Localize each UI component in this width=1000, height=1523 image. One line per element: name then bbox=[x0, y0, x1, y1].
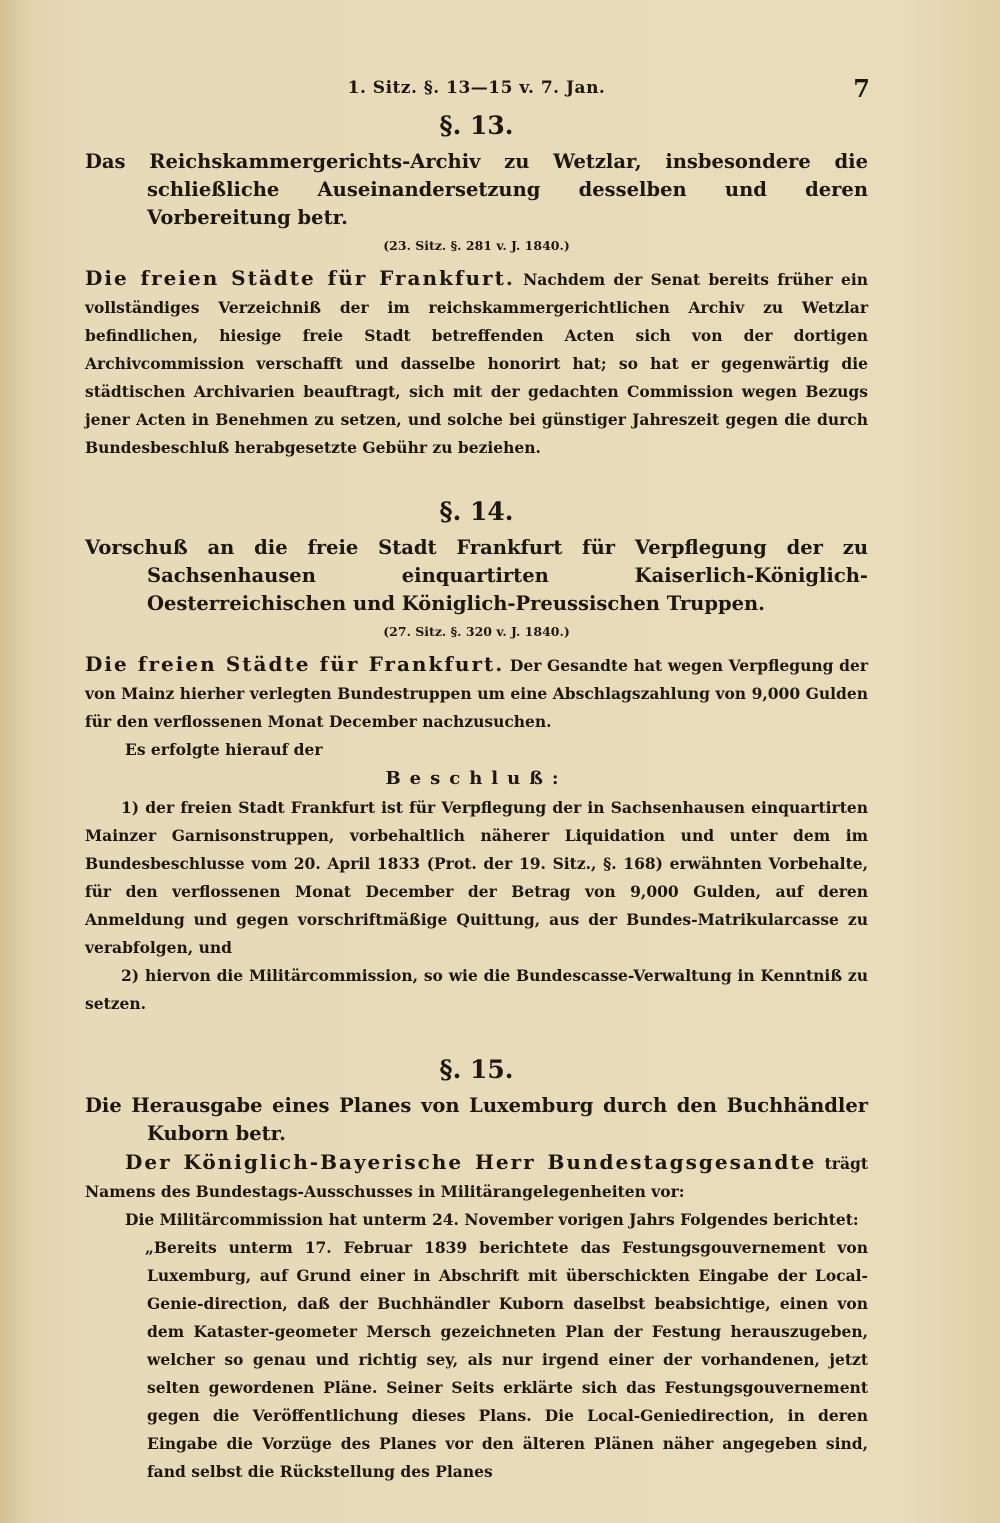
section-title: Das Reichskammergerichts-Archiv zu Wetzlar, insbesondere die schließliche Auseinandersetzung desselben und deren Vorbereitung betr. bbox=[85, 150, 868, 229]
page-number: 7 bbox=[853, 74, 870, 103]
body-text: Der Gesandte hat wegen Verpflegung der von Mainz hierher verlegten Bundestruppen um eine Abschlagszahlung von 9,000 Gulden für den verflossenen Monat December nachzusuchen. bbox=[85, 656, 868, 731]
section-title: Die Herausgabe eines Planes von Luxemburg durch den Buchhändler Kuborn betr. bbox=[85, 1094, 868, 1145]
section-number: §. 15. bbox=[439, 1055, 514, 1084]
section-13 bbox=[85, 104, 868, 462]
quoted-report: „Bereits unterm 17. Februar 1839 berichtete das Festungsgouvernement von Luxemburg, auf Grund einer in Abschrift mit überschickten Eingabe der Local-Genie-direction, daß der Buchhändler Kuborn daselbst beabsichtige, einen von dem Kataster-geometer Mersch gezeichneten Plan der Festung herauszugeben, welcher so genau und richtig sey, als nur irgend einer der vorhandenen, jetzt selten gewordenen Pläne. Seiner Seits erklärte sich das Festungsgouvernement gegen die Veröffentlichung dieses Plans. Die Local-Geniedirection, in deren Eingabe die Vorzüge des Planes vor den älteren Plänen näher angegeben sind, fand selbst die Rückstellung des Planes bbox=[145, 1238, 868, 1481]
section-reference: (27. Sitz. §. 320 v. J. 1840.) bbox=[383, 624, 570, 639]
body-text: Nachdem der Senat bereits früher ein vollständiges Verzeichniß der im reichskammergerichtlichen Archiv zu Wetzlar befindlichen, hiesige freie Stadt betreffenden Acten sich von der dortigen Archivcommission verschafft und dasselbe honorirt hat; so hat er gegenwärtig die städtischen Archivarien beauftragt, sich mit der gedachten Commission wegen Bezugs jener Acten in Benehmen zu setzen, und solche bei günstiger Jahreszeit gegen die durch Bundesbeschluß herabgesetzte Gebühr zu beziehen. bbox=[85, 270, 868, 457]
page-content bbox=[85, 70, 868, 1486]
speaker-lead: Der Königlich-Bayerische Herr Bundestagsgesandte bbox=[125, 1150, 817, 1174]
section-number: §. 13. bbox=[439, 111, 514, 140]
report-intro: Die Militärcommission hat unterm 24. November vorigen Jahrs Folgendes berichtet: bbox=[125, 1210, 859, 1229]
running-head: 1. Sitz. §. 13—15 v. 7. Jan. bbox=[347, 78, 606, 98]
section-number: §. 14. bbox=[439, 497, 514, 526]
section-reference: (23. Sitz. §. 281 v. J. 1840.) bbox=[383, 238, 570, 253]
follow-text: Es erfolgte hierauf der bbox=[125, 740, 323, 759]
section-body bbox=[85, 1148, 868, 1206]
section-body bbox=[85, 650, 868, 736]
section-title: Vorschuß an die freie Stadt Frankfurt für Verpflegung der zu Sachsenhausen einquartirten Kaiserlich-Königlich-Oesterreichischen und Königlich-Preussischen Truppen. bbox=[85, 536, 868, 615]
body-text: trägt Namens des Bundestags-Ausschusses in Militärangelegenheiten vor: bbox=[85, 1154, 869, 1201]
speaker-lead: Die freien Städte für Frankfurt. bbox=[85, 652, 505, 676]
section-15 bbox=[85, 1048, 868, 1486]
section-body bbox=[85, 264, 868, 462]
page-header bbox=[85, 70, 868, 110]
section-14 bbox=[85, 490, 868, 1018]
resolution-heading: Beschluß: bbox=[385, 768, 568, 789]
speaker-lead: Die freien Städte für Frankfurt. bbox=[85, 266, 515, 290]
resolution-item-1: 1) der freien Stadt Frankfurt ist für Verpflegung der in Sachsenhausen einquartirten Mainzer Garnisonstruppen, vorbehaltlich näherer Liquidation und unter dem im Bundesbeschlusse vom 20. April 1833 (Prot. der 19. Sitz., §. 168) erwähnten Vorbehalte, für den verflossenen Monat December der Betrag von 9,000 Gulden, auf deren Anmeldung und gegen vorschriftmäßige Quittung, aus der Bundes-Matrikularcasse zu verabfolgen, und bbox=[85, 798, 868, 957]
resolution-item-2: 2) hiervon die Militärcommission, so wie die Bundescasse-Verwaltung in Kenntniß zu setzen. bbox=[85, 966, 868, 1013]
